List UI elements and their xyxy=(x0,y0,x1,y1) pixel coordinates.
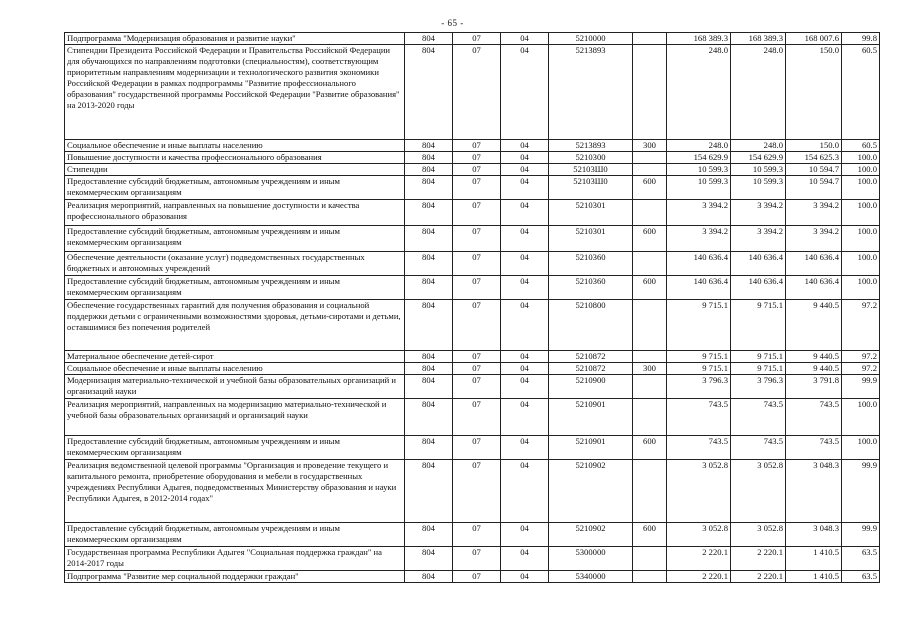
execution-percent: 100.0 xyxy=(842,176,880,200)
target-article-code: 5210901 xyxy=(549,399,633,436)
subsection-code: 04 xyxy=(501,200,549,226)
row-name: Социальное обеспечение и иные выплаты населению xyxy=(65,363,405,375)
target-article-code: 5210872 xyxy=(549,363,633,375)
ministry-code: 804 xyxy=(405,436,453,460)
approved-amount: 9 715.1 xyxy=(667,363,731,375)
expense-type-code xyxy=(633,571,667,583)
refined-amount: 743.5 xyxy=(731,436,786,460)
subsection-code: 04 xyxy=(501,399,549,436)
row-name: Предоставление субсидий бюджетным, автономным учреждениям и иным некоммерческим организациям xyxy=(65,523,405,547)
approved-amount: 248.0 xyxy=(667,45,731,140)
refined-amount: 10 599.3 xyxy=(731,176,786,200)
row-name: Подпрограмма "Модернизация образования и развитие науки" xyxy=(65,33,405,45)
section-code: 07 xyxy=(453,375,501,399)
executed-amount: 1 410.5 xyxy=(786,571,842,583)
expense-type-code xyxy=(633,460,667,523)
target-article-code: 5210900 xyxy=(549,375,633,399)
approved-amount: 3 052.8 xyxy=(667,460,731,523)
approved-amount: 9 715.1 xyxy=(667,300,731,351)
executed-amount: 3 394.2 xyxy=(786,200,842,226)
execution-percent: 97.2 xyxy=(842,363,880,375)
row-name: Обеспечение государственных гарантий для получения образования и социальной поддержки детьми с ограниченными возможностями здоровья, детьми-сиротами и детьми, оставшимися без попечения родителей xyxy=(65,300,405,351)
expense-type-code: 300 xyxy=(633,140,667,152)
approved-amount: 168 389.3 xyxy=(667,33,731,45)
refined-amount: 9 715.1 xyxy=(731,363,786,375)
expense-type-code xyxy=(633,164,667,176)
execution-percent: 100.0 xyxy=(842,276,880,300)
execution-percent: 63.5 xyxy=(842,571,880,583)
table-row xyxy=(65,33,880,45)
approved-amount: 3 394.2 xyxy=(667,226,731,252)
table-row xyxy=(65,152,880,164)
execution-percent: 100.0 xyxy=(842,252,880,276)
section-code: 07 xyxy=(453,252,501,276)
section-code: 07 xyxy=(453,152,501,164)
approved-amount: 2 220.1 xyxy=(667,571,731,583)
row-name: Предоставление субсидий бюджетным, автономным учреждениям и иным некоммерческим организациям xyxy=(65,276,405,300)
section-code: 07 xyxy=(453,547,501,571)
expense-type-code xyxy=(633,152,667,164)
executed-amount: 154 625.3 xyxy=(786,152,842,164)
section-code: 07 xyxy=(453,200,501,226)
table-row xyxy=(65,200,880,226)
target-article-code: 5210360 xyxy=(549,252,633,276)
target-article-code: 5210800 xyxy=(549,300,633,351)
subsection-code: 04 xyxy=(501,276,549,300)
ministry-code: 804 xyxy=(405,33,453,45)
subsection-code: 04 xyxy=(501,351,549,363)
subsection-code: 04 xyxy=(501,523,549,547)
refined-amount: 9 715.1 xyxy=(731,351,786,363)
refined-amount: 2 220.1 xyxy=(731,571,786,583)
section-code: 07 xyxy=(453,363,501,375)
subsection-code: 04 xyxy=(501,33,549,45)
approved-amount: 140 636.4 xyxy=(667,276,731,300)
refined-amount: 3 394.2 xyxy=(731,200,786,226)
target-article-code: 52103Ш0 xyxy=(549,164,633,176)
executed-amount: 168 007.6 xyxy=(786,33,842,45)
ministry-code: 804 xyxy=(405,363,453,375)
executed-amount: 10 594.7 xyxy=(786,176,842,200)
execution-percent: 60.5 xyxy=(842,140,880,152)
row-name: Предоставление субсидий бюджетным, автономным учреждениям и иным некоммерческим организациям xyxy=(65,176,405,200)
expense-type-code xyxy=(633,547,667,571)
subsection-code: 04 xyxy=(501,363,549,375)
subsection-code: 04 xyxy=(501,300,549,351)
subsection-code: 04 xyxy=(501,252,549,276)
executed-amount: 3 394.2 xyxy=(786,226,842,252)
section-code: 07 xyxy=(453,436,501,460)
expense-type-code xyxy=(633,200,667,226)
execution-percent: 99.9 xyxy=(842,460,880,523)
executed-amount: 150.0 xyxy=(786,140,842,152)
approved-amount: 10 599.3 xyxy=(667,164,731,176)
section-code: 07 xyxy=(453,176,501,200)
executed-amount: 743.5 xyxy=(786,436,842,460)
executed-amount: 3 048.3 xyxy=(786,460,842,523)
expense-type-code xyxy=(633,399,667,436)
table-row xyxy=(65,164,880,176)
refined-amount: 9 715.1 xyxy=(731,300,786,351)
subsection-code: 04 xyxy=(501,571,549,583)
execution-percent: 100.0 xyxy=(842,152,880,164)
table-row xyxy=(65,45,880,140)
executed-amount: 9 440.5 xyxy=(786,363,842,375)
executed-amount: 1 410.5 xyxy=(786,547,842,571)
table-row xyxy=(65,140,880,152)
execution-percent: 63.5 xyxy=(842,547,880,571)
target-article-code: 5210301 xyxy=(549,200,633,226)
executed-amount: 150.0 xyxy=(786,45,842,140)
execution-percent: 100.0 xyxy=(842,436,880,460)
refined-amount: 168 389.3 xyxy=(731,33,786,45)
page-number: - 65 - xyxy=(441,18,464,28)
execution-percent: 99.9 xyxy=(842,375,880,399)
target-article-code: 5210872 xyxy=(549,351,633,363)
executed-amount: 3 048.3 xyxy=(786,523,842,547)
target-article-code: 5213893 xyxy=(549,45,633,140)
approved-amount: 3 796.3 xyxy=(667,375,731,399)
ministry-code: 804 xyxy=(405,351,453,363)
execution-percent: 100.0 xyxy=(842,200,880,226)
refined-amount: 3 052.8 xyxy=(731,460,786,523)
ministry-code: 804 xyxy=(405,460,453,523)
table-row xyxy=(65,523,880,547)
ministry-code: 804 xyxy=(405,164,453,176)
execution-percent: 100.0 xyxy=(842,164,880,176)
subsection-code: 04 xyxy=(501,45,549,140)
expense-type-code xyxy=(633,252,667,276)
refined-amount: 2 220.1 xyxy=(731,547,786,571)
table-row xyxy=(65,399,880,436)
target-article-code: 5210902 xyxy=(549,460,633,523)
table-row xyxy=(65,363,880,375)
section-code: 07 xyxy=(453,351,501,363)
target-article-code: 5210000 xyxy=(549,33,633,45)
subsection-code: 04 xyxy=(501,176,549,200)
refined-amount: 10 599.3 xyxy=(731,164,786,176)
row-name: Реализация ведомственной целевой программы "Организация и проведение текущего и капитального ремонта, приобретение оборудования и мебели в государственных учреждениях Республики Адыгея, подведомственных Министерству образования и науки Республики Адыгея, в 2012-2014 годах" xyxy=(65,460,405,523)
refined-amount: 3 394.2 xyxy=(731,226,786,252)
subsection-code: 04 xyxy=(501,436,549,460)
subsection-code: 04 xyxy=(501,460,549,523)
approved-amount: 154 629.9 xyxy=(667,152,731,164)
section-code: 07 xyxy=(453,399,501,436)
section-code: 07 xyxy=(453,33,501,45)
table-row xyxy=(65,226,880,252)
execution-percent: 99.9 xyxy=(842,523,880,547)
approved-amount: 140 636.4 xyxy=(667,252,731,276)
row-name: Стипендии xyxy=(65,164,405,176)
row-name: Предоставление субсидий бюджетным, автономным учреждениям и иным некоммерческим организациям xyxy=(65,436,405,460)
target-article-code: 5340000 xyxy=(549,571,633,583)
table-row xyxy=(65,460,880,523)
refined-amount: 743.5 xyxy=(731,399,786,436)
target-article-code: 5210360 xyxy=(549,276,633,300)
approved-amount: 10 599.3 xyxy=(667,176,731,200)
subsection-code: 04 xyxy=(501,547,549,571)
table-row xyxy=(65,252,880,276)
executed-amount: 743.5 xyxy=(786,399,842,436)
expense-type-code: 600 xyxy=(633,226,667,252)
expense-type-code xyxy=(633,45,667,140)
executed-amount: 140 636.4 xyxy=(786,276,842,300)
row-name: Материальное обеспечение детей-сирот xyxy=(65,351,405,363)
ministry-code: 804 xyxy=(405,152,453,164)
approved-amount: 743.5 xyxy=(667,436,731,460)
executed-amount: 140 636.4 xyxy=(786,252,842,276)
row-name: Социальное обеспечение и иные выплаты населению xyxy=(65,140,405,152)
row-name: Подпрограмма "Развитие мер социальной поддержки граждан" xyxy=(65,571,405,583)
row-name: Модернизация материально-технической и учебной базы образовательных организаций и организаций науки xyxy=(65,375,405,399)
refined-amount: 140 636.4 xyxy=(731,252,786,276)
expense-type-code xyxy=(633,33,667,45)
executed-amount: 9 440.5 xyxy=(786,300,842,351)
section-code: 07 xyxy=(453,571,501,583)
row-name: Обеспечение деятельности (оказание услуг) подведомственных государственных бюджетных и автономных учреждений xyxy=(65,252,405,276)
ministry-code: 804 xyxy=(405,226,453,252)
expense-type-code xyxy=(633,351,667,363)
refined-amount: 248.0 xyxy=(731,140,786,152)
target-article-code: 5210301 xyxy=(549,226,633,252)
target-article-code: 5210901 xyxy=(549,436,633,460)
target-article-code: 52103Ш0 xyxy=(549,176,633,200)
execution-percent: 100.0 xyxy=(842,226,880,252)
ministry-code: 804 xyxy=(405,523,453,547)
subsection-code: 04 xyxy=(501,152,549,164)
row-name: Повышение доступности и качества профессионального образования xyxy=(65,152,405,164)
executed-amount: 10 594.7 xyxy=(786,164,842,176)
execution-percent: 60.5 xyxy=(842,45,880,140)
table-row xyxy=(65,375,880,399)
expense-type-code xyxy=(633,375,667,399)
execution-percent: 100.0 xyxy=(842,399,880,436)
ministry-code: 804 xyxy=(405,300,453,351)
table-row xyxy=(65,547,880,571)
row-name: Государственная программа Республики Адыгея "Социальная поддержка граждан" на 2014-2017 годы xyxy=(65,547,405,571)
approved-amount: 2 220.1 xyxy=(667,547,731,571)
target-article-code: 5210902 xyxy=(549,523,633,547)
table-row xyxy=(65,571,880,583)
section-code: 07 xyxy=(453,45,501,140)
expense-type-code: 600 xyxy=(633,176,667,200)
refined-amount: 3 052.8 xyxy=(731,523,786,547)
row-name: Стипендии Президента Российской Федерации и Правительства Российской Федерации для обучающихся по направлениям подготовки (специальностям), соответствующим приоритетным направлениям модернизации и технологического развития экономики Российской Федерации в рамках подпрограммы "Развитие профессионального образования" государственной программы Российской Федерации "Развитие образования" на 2013-2020 годы xyxy=(65,45,405,140)
row-name: Предоставление субсидий бюджетным, автономным учреждениям и иным некоммерческим организациям xyxy=(65,226,405,252)
table-row xyxy=(65,351,880,363)
executed-amount: 3 791.8 xyxy=(786,375,842,399)
expense-type-code: 600 xyxy=(633,523,667,547)
section-code: 07 xyxy=(453,226,501,252)
refined-amount: 248.0 xyxy=(731,45,786,140)
ministry-code: 804 xyxy=(405,547,453,571)
execution-percent: 97.2 xyxy=(842,300,880,351)
approved-amount: 3 052.8 xyxy=(667,523,731,547)
section-code: 07 xyxy=(453,276,501,300)
execution-percent: 97.2 xyxy=(842,351,880,363)
ministry-code: 804 xyxy=(405,140,453,152)
row-name: Реализация мероприятий, направленных на модернизацию материально-технической и учебной базы образовательных организаций и организаций науки xyxy=(65,399,405,436)
target-article-code: 5213893 xyxy=(549,140,633,152)
approved-amount: 248.0 xyxy=(667,140,731,152)
refined-amount: 3 796.3 xyxy=(731,375,786,399)
subsection-code: 04 xyxy=(501,375,549,399)
ministry-code: 804 xyxy=(405,200,453,226)
target-article-code: 5300000 xyxy=(549,547,633,571)
table-row xyxy=(65,436,880,460)
ministry-code: 804 xyxy=(405,276,453,300)
expense-type-code: 600 xyxy=(633,276,667,300)
row-name: Реализация мероприятий, направленных на повышение доступности и качества профессионального образования xyxy=(65,200,405,226)
section-code: 07 xyxy=(453,460,501,523)
ministry-code: 804 xyxy=(405,176,453,200)
expense-type-code: 600 xyxy=(633,436,667,460)
subsection-code: 04 xyxy=(501,140,549,152)
expense-type-code xyxy=(633,300,667,351)
section-code: 07 xyxy=(453,140,501,152)
approved-amount: 3 394.2 xyxy=(667,200,731,226)
execution-percent: 99.8 xyxy=(842,33,880,45)
section-code: 07 xyxy=(453,523,501,547)
refined-amount: 154 629.9 xyxy=(731,152,786,164)
table-row xyxy=(65,176,880,200)
section-code: 07 xyxy=(453,164,501,176)
subsection-code: 04 xyxy=(501,226,549,252)
subsection-code: 04 xyxy=(501,164,549,176)
approved-amount: 743.5 xyxy=(667,399,731,436)
budget-table xyxy=(64,32,880,583)
ministry-code: 804 xyxy=(405,375,453,399)
approved-amount: 9 715.1 xyxy=(667,351,731,363)
executed-amount: 9 440.5 xyxy=(786,351,842,363)
ministry-code: 804 xyxy=(405,252,453,276)
target-article-code: 5210300 xyxy=(549,152,633,164)
table-row xyxy=(65,300,880,351)
table-row xyxy=(65,276,880,300)
ministry-code: 804 xyxy=(405,399,453,436)
refined-amount: 140 636.4 xyxy=(731,276,786,300)
expense-type-code: 300 xyxy=(633,363,667,375)
ministry-code: 804 xyxy=(405,45,453,140)
section-code: 07 xyxy=(453,300,501,351)
ministry-code: 804 xyxy=(405,571,453,583)
